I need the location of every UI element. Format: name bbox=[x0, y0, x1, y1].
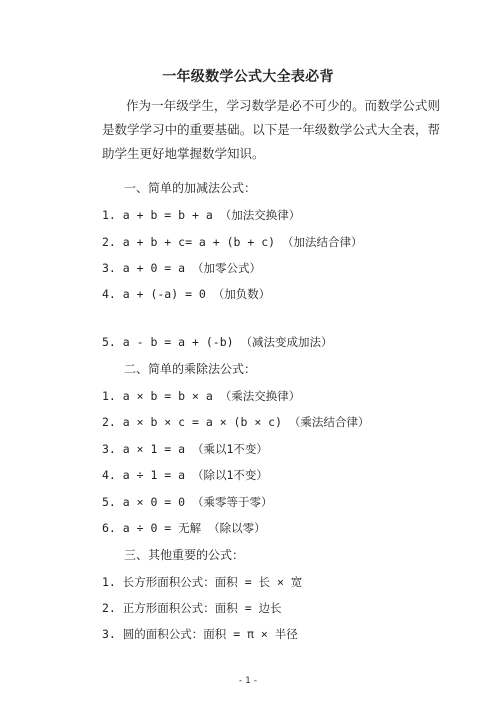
formula-line: 2. 正方形面积公式：面积 = 边长 bbox=[102, 601, 282, 615]
section-heading-add-sub: 一、简单的加减法公式： bbox=[124, 181, 257, 195]
formula-line: 3. 圆的面积公式：面积 = π × 半径 bbox=[102, 627, 298, 641]
section-heading-mul-div: 二、简单的乘除法公式： bbox=[124, 362, 257, 376]
formula-line: 4. a ÷ 1 = a （除以1不变） bbox=[102, 468, 268, 482]
formula-line: 3. a + 0 = a （加零公式） bbox=[102, 261, 262, 275]
formula-line: 1. a + b = b + a （加法交换律） bbox=[102, 208, 301, 222]
section-heading-other: 三、其他重要的公式： bbox=[124, 548, 245, 562]
formula-line: 1. a × b = b × a （乘法交换律） bbox=[102, 389, 301, 403]
intro-paragraph: 作为一年级学生，学习数学是必不可少的。而数学公式则是数学学习中的重要基础。以下是一年级数学公式大全表，帮助学生更好地掌握数学知识。 bbox=[102, 98, 440, 161]
formula-line: 2. a × b × c = a × (b × c) （乘法结合律） bbox=[102, 415, 370, 429]
formula-line: 1. 长方形面积公式：面积 = 长 × 宽 bbox=[102, 575, 303, 589]
page-number: - 1 - bbox=[239, 676, 257, 686]
formula-line: 5. a - b = a + (-b) （减法变成加法） bbox=[102, 335, 333, 349]
formula-line: 2. a + b + c= a + (b + c) （加法结合律） bbox=[102, 235, 363, 249]
formula-line: 5. a × 0 = 0 （乘零等于零） bbox=[102, 495, 273, 509]
document-title: 一年级数学公式大全表必背 bbox=[162, 69, 334, 85]
formula-line: 6. a ÷ 0 = 无解 （除以零） bbox=[102, 521, 266, 535]
formula-line: 4. a + (-a) = 0 （加负数） bbox=[102, 287, 271, 301]
formula-line: 3. a × 1 = a （乘以1不变） bbox=[102, 442, 268, 456]
